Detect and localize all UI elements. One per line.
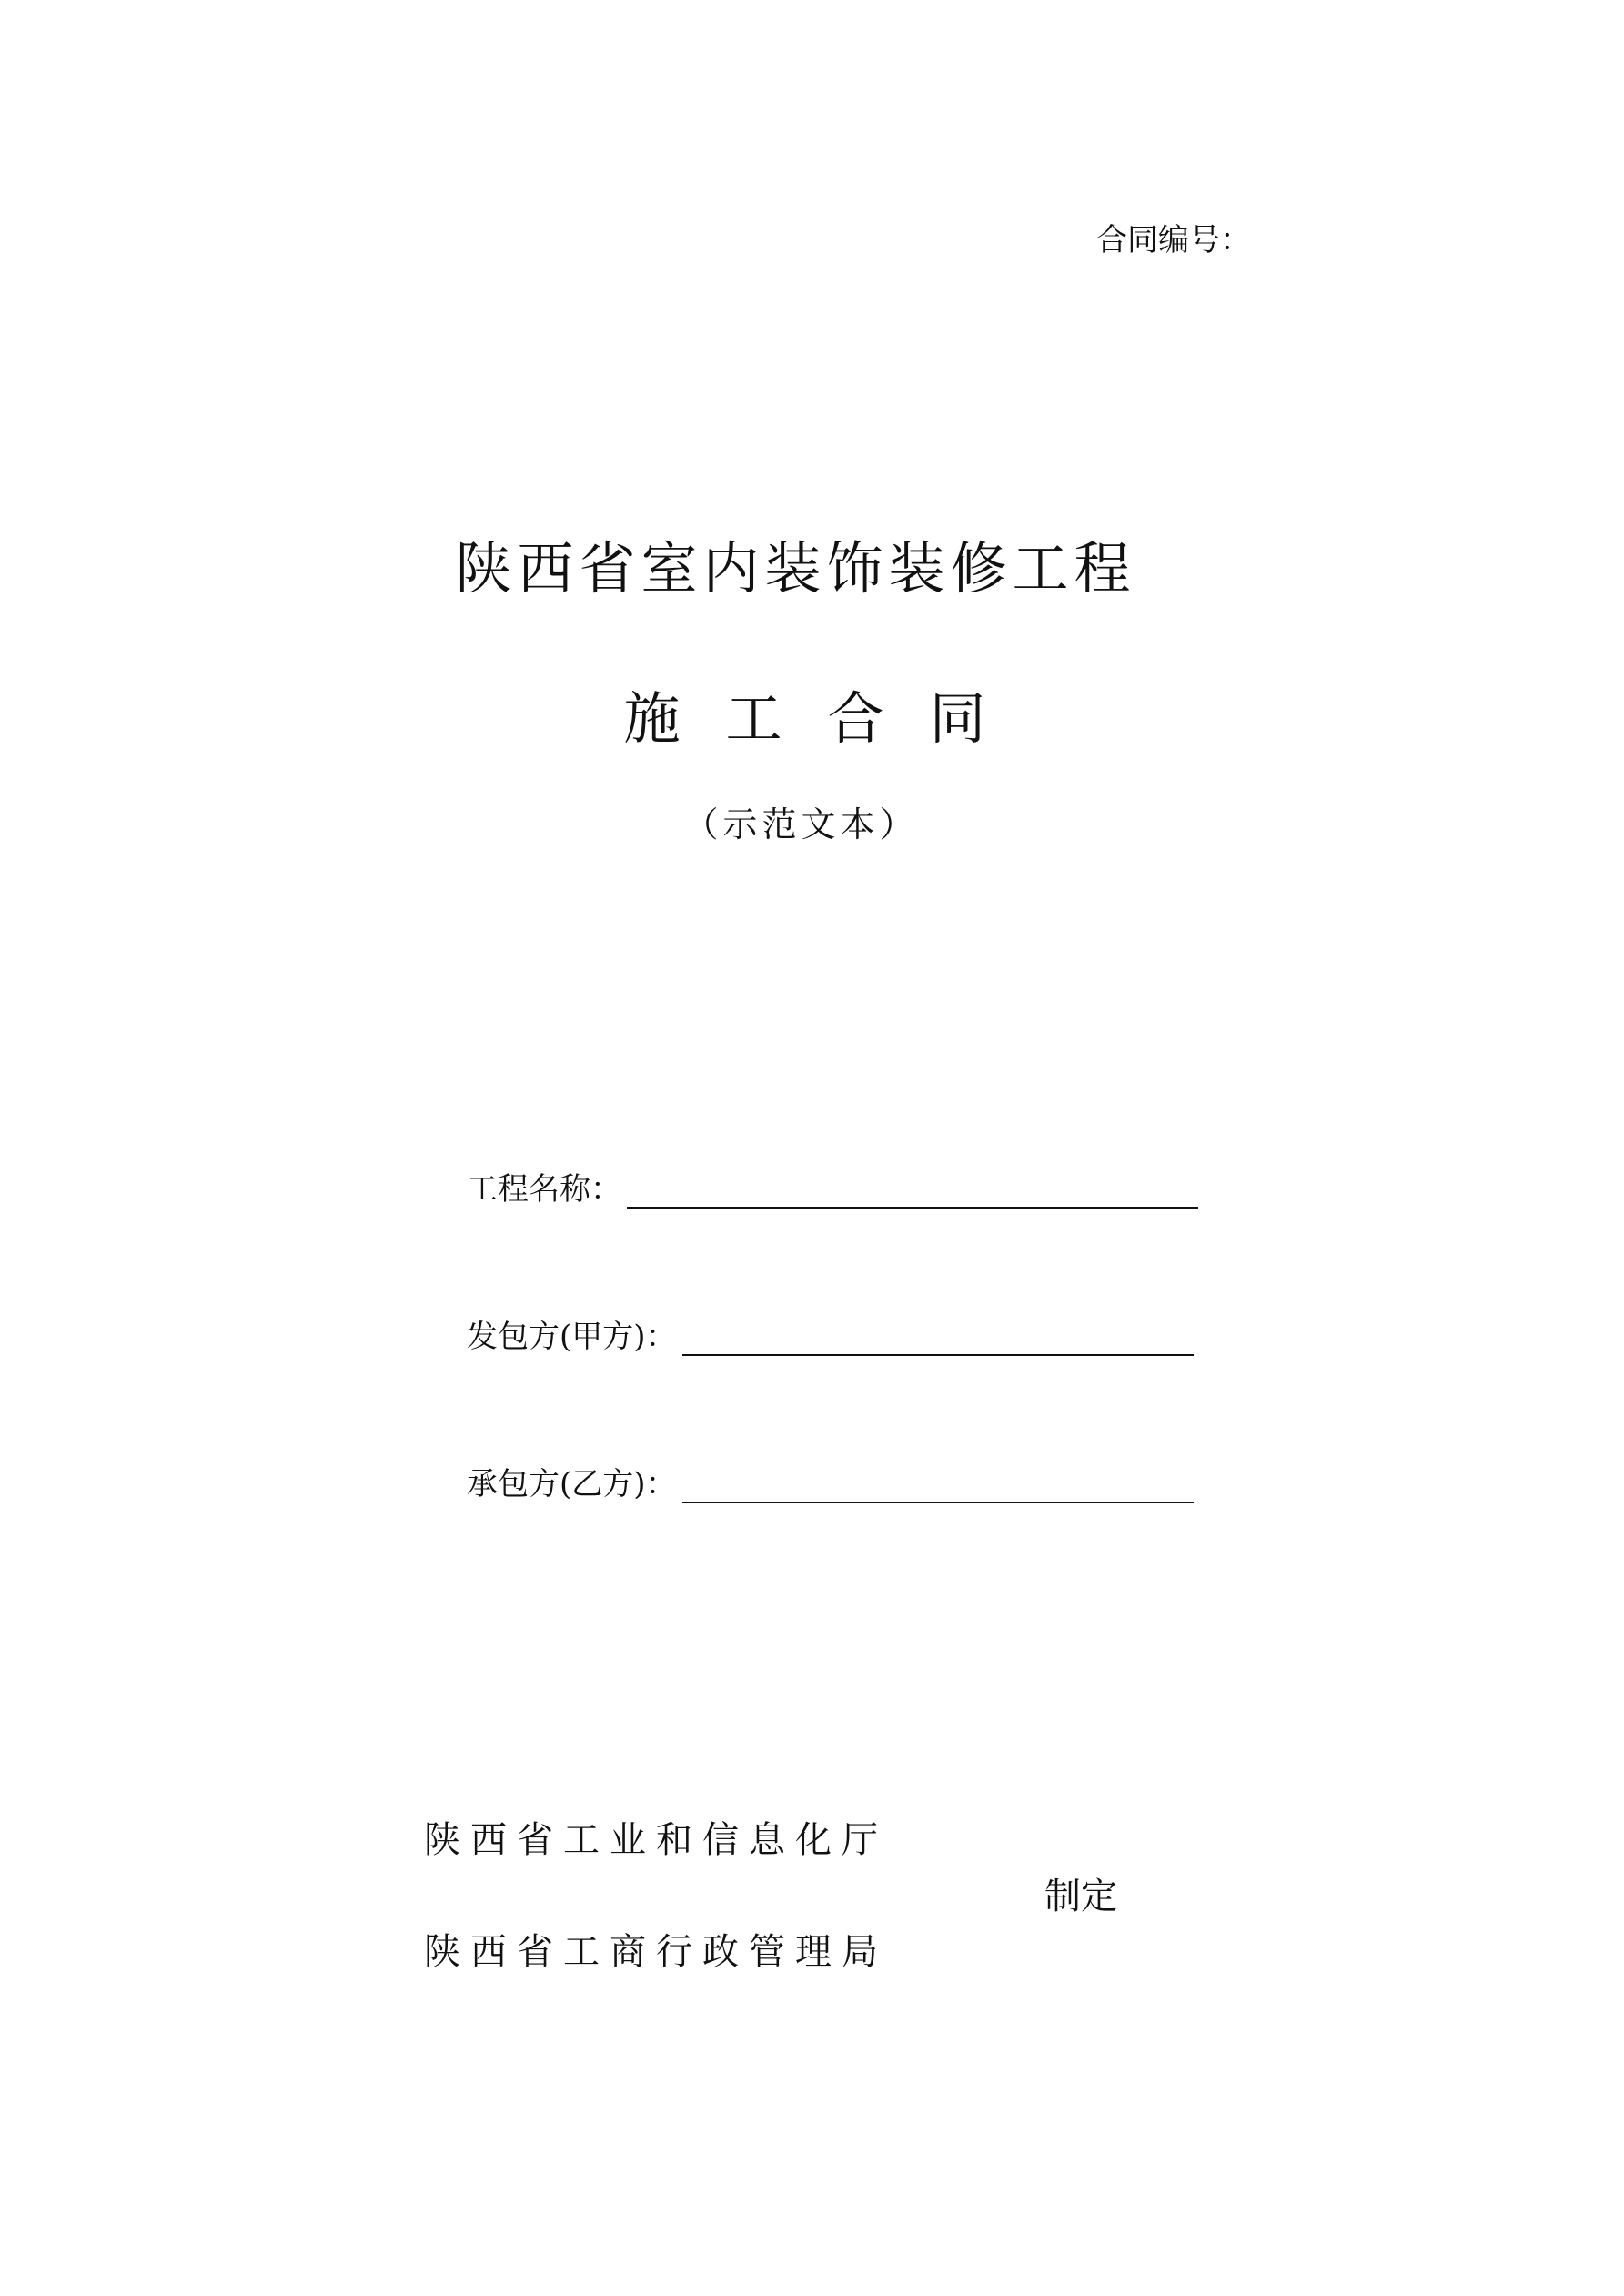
issuer-org-1: 陕西省工业和信息化厅 [424,1819,888,1861]
party-b-field [467,1458,1194,1503]
issuer-org-2: 陕西省工商行政管理局 [424,1931,888,1973]
party-b-label: 承包方(乙方)： [467,1466,677,1502]
made-by-label: 制定 [1044,1876,1117,1917]
contract-number-label: 合同编号： [1096,222,1251,258]
project-name-label: 工程名称： [467,1171,621,1208]
party-a-field [467,1310,1194,1356]
document-title: 陕西省室内装饰装修工程 [455,535,1136,602]
party-b-blank[interactable] [682,1465,1194,1503]
document-subtitle: 施工合同 [623,685,1032,752]
project-name-blank[interactable] [627,1170,1198,1209]
party-a-blank[interactable] [682,1318,1194,1356]
document-version-note: （示范文本） [683,804,919,845]
project-name-field [467,1163,1198,1209]
party-a-label: 发包方(甲方)： [467,1319,677,1355]
